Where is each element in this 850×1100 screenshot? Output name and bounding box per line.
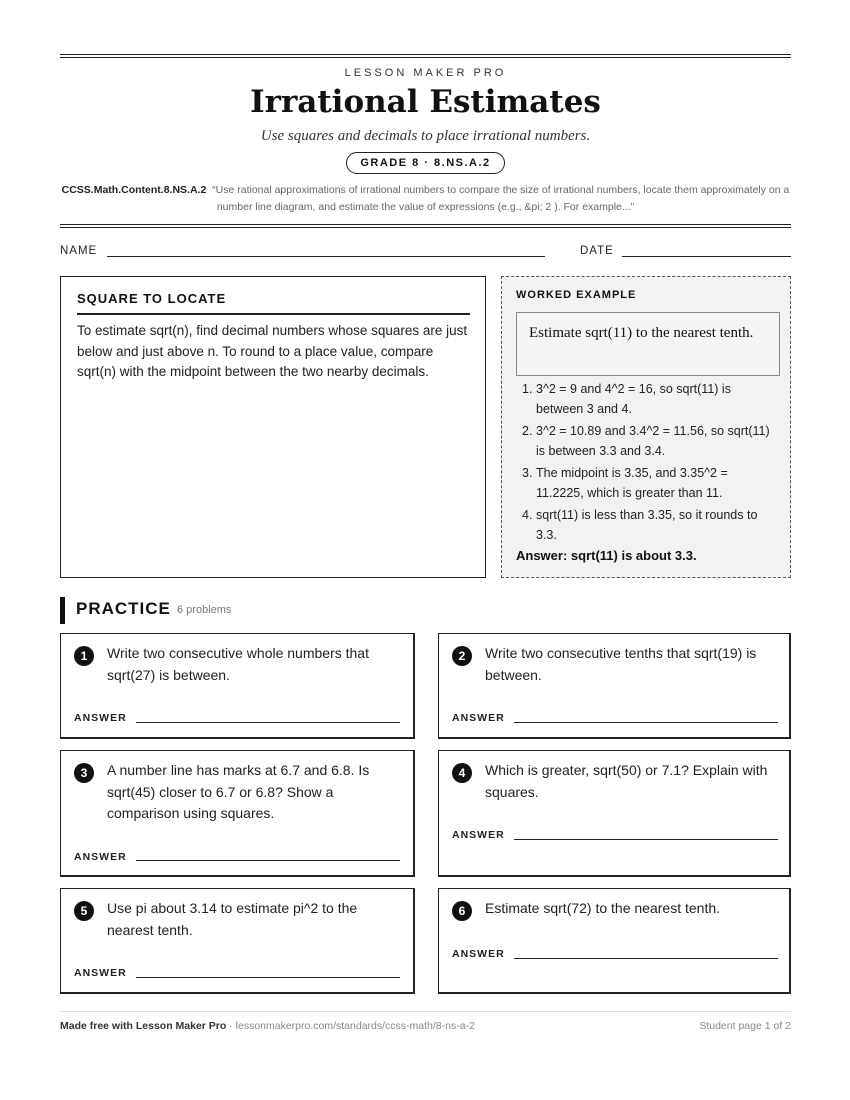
problem-number-badge: 5 (74, 901, 94, 921)
answer-label: ANSWER (74, 851, 127, 863)
step-number: 4. (522, 508, 533, 522)
page-subtitle: Use squares and decimals to place irrational numbers. (260, 128, 591, 144)
step-text: sqrt(11) is less than 3.35, so it rounds to 3.3. (536, 508, 758, 542)
step-number: 2. (522, 424, 533, 438)
concept-body: To estimate sqrt(n), find decimal numbers whose squares are just below and just above n. To round to a place value, compare sqrt(n) with the midpoint between the two nearby decimals. (77, 323, 468, 379)
practice-title: PRACTICE (76, 599, 171, 618)
step-number: 3. (522, 466, 533, 480)
problem-number-badge: 4 (452, 763, 472, 783)
answer-field[interactable] (514, 722, 778, 723)
name-field[interactable] (107, 256, 545, 257)
step-text: The midpoint is 3.35, and 3.35^2 = 11.2225, which is greater than 11. (536, 466, 728, 500)
answer-field[interactable] (136, 977, 400, 978)
practice-accent-bar (60, 597, 65, 624)
problem-text: Write two consecutive tenths that sqrt(19) is between. (485, 645, 757, 683)
problem-card-5 (60, 888, 415, 994)
answer-label: ANSWER (452, 948, 505, 960)
step-number: 1. (522, 382, 533, 396)
answer-label: ANSWER (74, 967, 127, 979)
worked-example-box (501, 276, 791, 578)
answer-field[interactable] (136, 722, 400, 723)
problem-text: Use pi about 3.14 to estimate pi^2 to the nearest tenth. (107, 900, 358, 938)
name-label: NAME (60, 245, 98, 257)
problem-text: Which is greater, sqrt(50) or 7.1? Explain with squares. (485, 762, 768, 800)
date-field[interactable] (622, 256, 791, 257)
page-title: Irrational Estimates (250, 84, 601, 120)
grade-badge-wrap (60, 152, 791, 174)
concept-heading: SQUARE TO LOCATE (77, 291, 470, 315)
answer-field[interactable] (514, 839, 778, 840)
standard-text: “Use rational approximations of irrational numbers to compare the size of irrational numbers, locate them approximately on a number line diagram, and estimate the value of expressions (e.g., &pi; 2 ). For example...” (212, 184, 790, 213)
footer-page-number: Student page 1 of 2 (699, 1020, 791, 1032)
footer-rule (60, 1011, 791, 1012)
worked-example-answer: Answer: sqrt(11) is about 3.3. (516, 548, 697, 563)
brand-name: LESSON MAKER PRO (344, 67, 507, 79)
worked-example-steps (516, 380, 776, 548)
header-top-rule (60, 54, 791, 58)
worked-example-heading: WORKED EXAMPLE (516, 289, 637, 301)
step-text: 3^2 = 9 and 4^2 = 16, so sqrt(11) is between 3 and 4. (536, 382, 731, 416)
footer-credit (60, 1020, 475, 1032)
step-item (516, 506, 776, 545)
concept-box (60, 276, 486, 578)
problem-number-badge: 1 (74, 646, 94, 666)
problem-card-6 (438, 888, 791, 994)
problem-number-badge: 2 (452, 646, 472, 666)
footer-url-link[interactable]: · lessonmakerpro.com/standards/ccss-math/8-ns-a-2 (229, 1020, 475, 1032)
problem-card-4 (438, 750, 791, 877)
problem-number-badge: 6 (452, 901, 472, 921)
grade-badge: GRADE 8 · 8.NS.A.2 (346, 152, 504, 174)
problem-text: Write two consecutive whole numbers that sqrt(27) is between. (107, 645, 369, 683)
answer-field[interactable] (514, 958, 778, 959)
problem-card-3 (60, 750, 415, 877)
date-label: DATE (580, 245, 614, 257)
answer-label: ANSWER (74, 712, 127, 724)
answer-label: ANSWER (452, 829, 505, 841)
problem-text: A number line has marks at 6.7 and 6.8. Is sqrt(45) closer to 6.7 or 6.8? Show a comparison using squares. (107, 762, 370, 821)
worked-example-problem: Estimate sqrt(11) to the nearest tenth. (516, 312, 780, 376)
footer-made-with: Made free with Lesson Maker Pro (60, 1020, 227, 1032)
standard-description (60, 182, 791, 216)
step-text: 3^2 = 10.89 and 3.4^2 = 11.56, so sqrt(11) is between 3.3 and 3.4. (536, 424, 770, 458)
practice-count: 6 problems (177, 604, 232, 616)
problem-text: Estimate sqrt(72) to the nearest tenth. (485, 900, 721, 916)
problem-number-badge: 3 (74, 763, 94, 783)
step-item (516, 380, 776, 419)
answer-label: ANSWER (452, 712, 505, 724)
problem-card-2 (438, 633, 791, 739)
name-date-row (60, 245, 791, 261)
header-bottom-rule (60, 224, 791, 228)
step-item (516, 422, 776, 461)
answer-field[interactable] (136, 860, 400, 861)
problem-card-1 (60, 633, 415, 739)
step-item (516, 464, 776, 503)
standard-code: CCSS.Math.Content.8.NS.A.2 (61, 184, 207, 196)
